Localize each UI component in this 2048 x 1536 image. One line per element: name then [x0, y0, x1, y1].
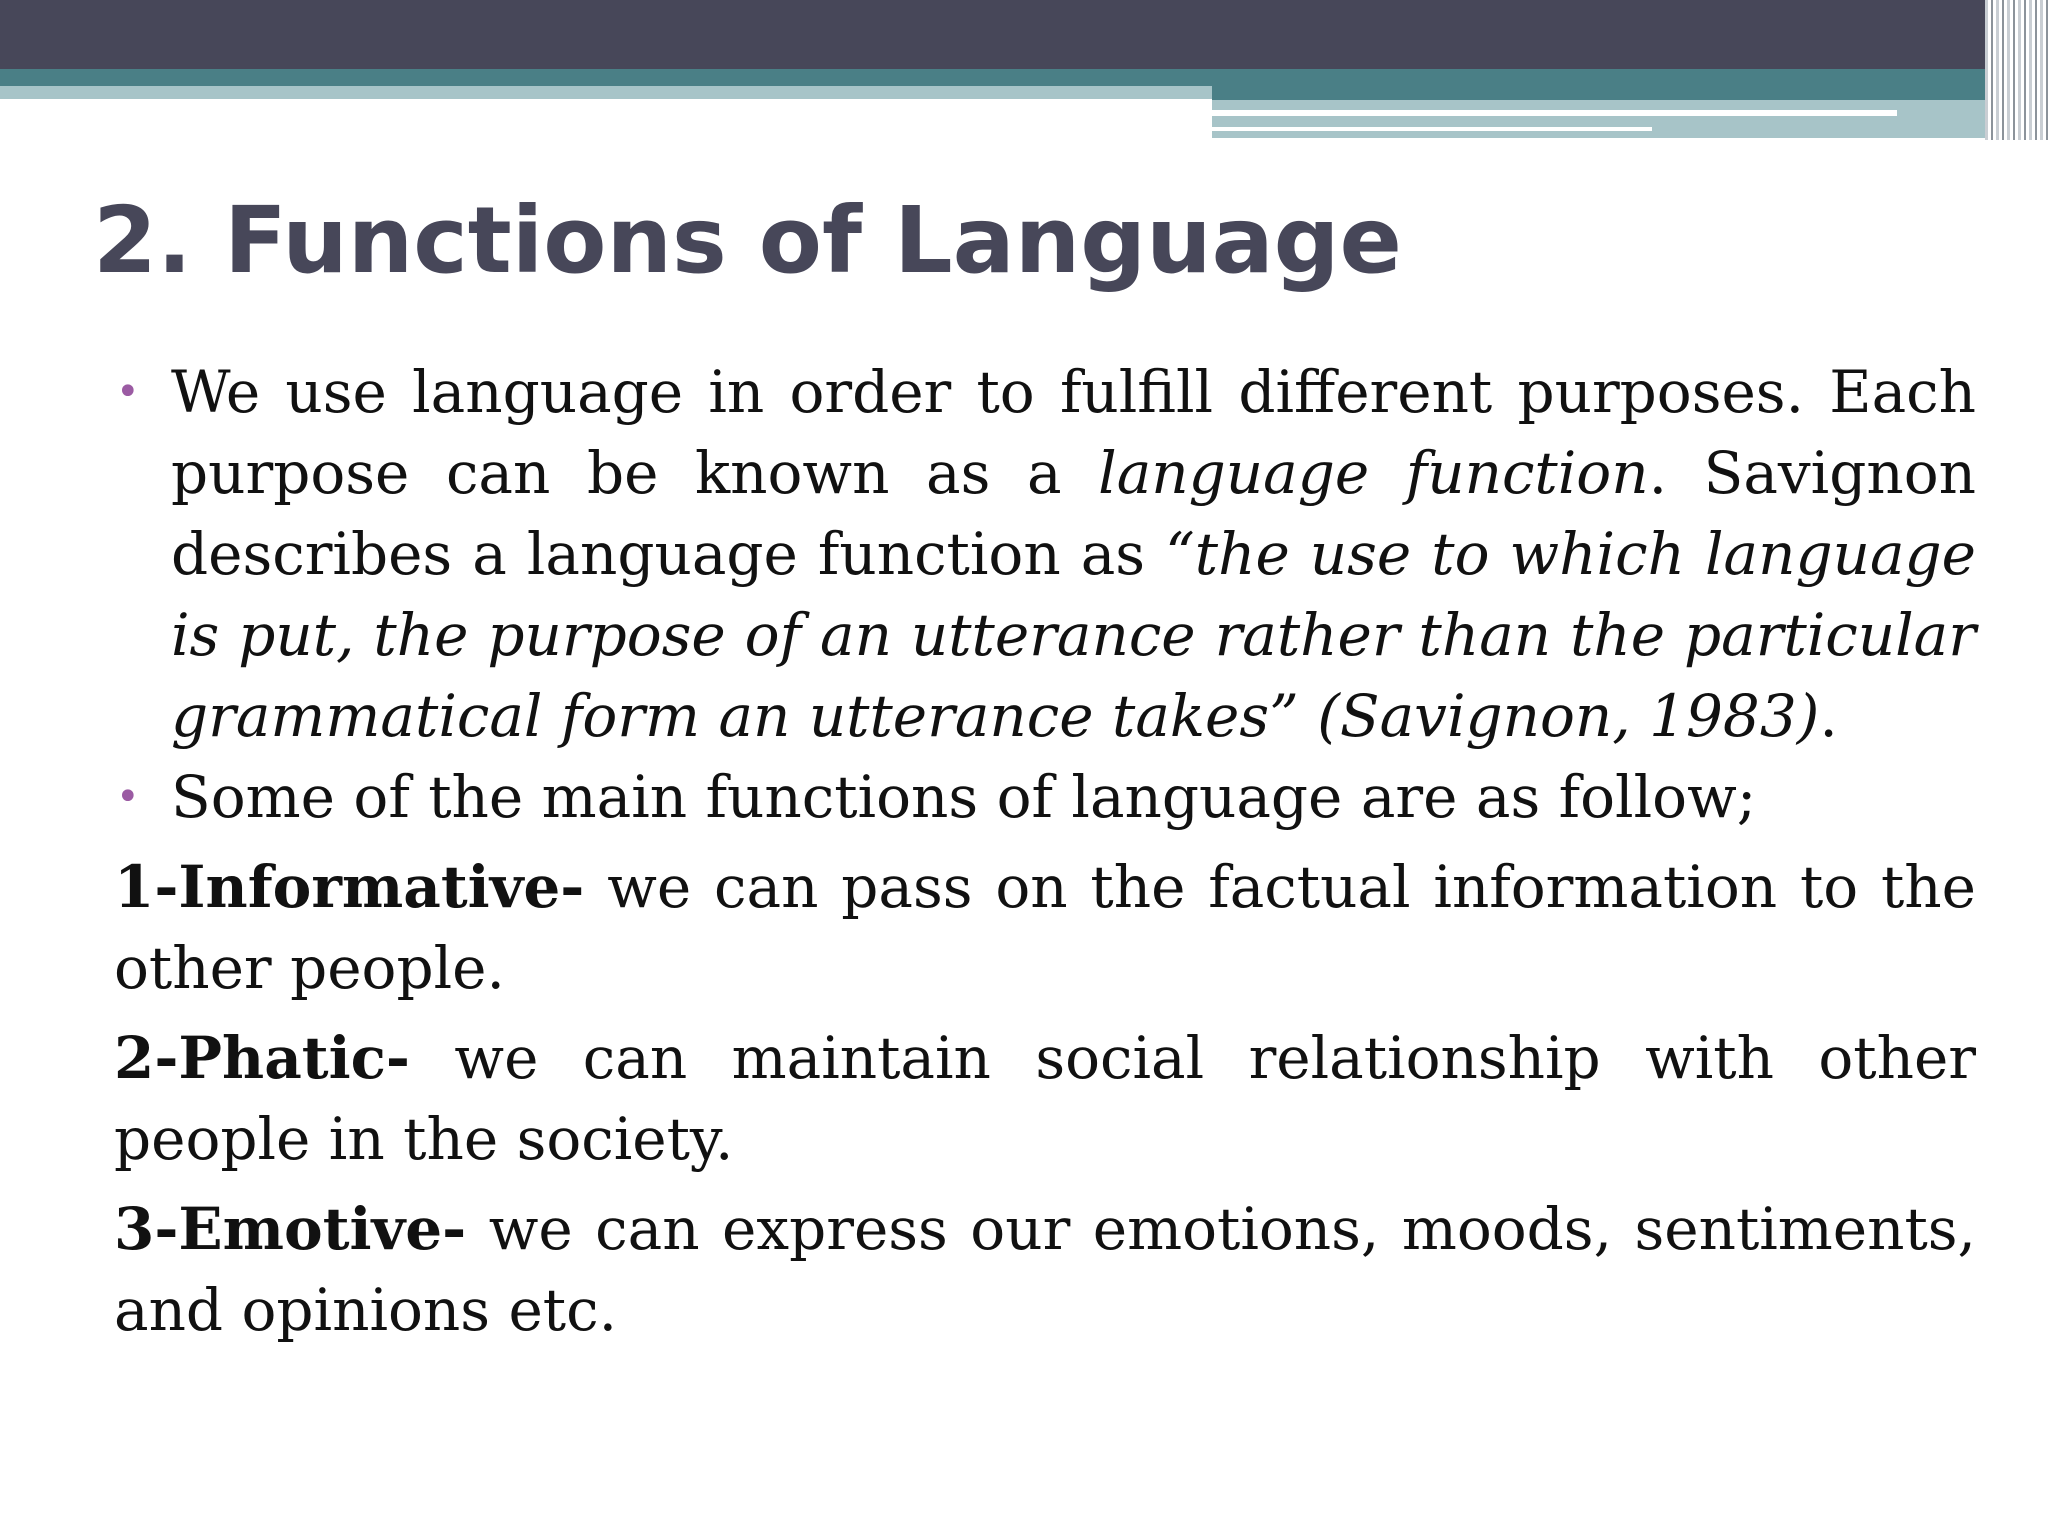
- function-item-emotive: [114, 1189, 1976, 1351]
- function-term: 2-Phatic-: [114, 1024, 411, 1092]
- header-dark-bar: [0, 0, 2048, 69]
- bullet-icon: •: [116, 369, 140, 415]
- header-light-bar-right: [1212, 100, 2048, 138]
- header-teal-bar: [0, 69, 2048, 86]
- function-term: 1-Informative-: [114, 853, 585, 921]
- bullet-italic-term: language function: [1098, 439, 1649, 507]
- header-light-bar: [0, 86, 1212, 99]
- bullet-text: . Savignon describes a language function as: [171, 439, 1976, 588]
- function-description: we can maintain social relationship with other people in the society.: [114, 1024, 1976, 1173]
- function-item-phatic: [114, 1018, 1976, 1180]
- bullet-item-main-functions: [114, 757, 1976, 838]
- bullet-item-purposes: [114, 352, 1976, 757]
- function-description: we can pass on the factual information to the other people.: [114, 853, 1976, 1002]
- slide-body: [114, 352, 1976, 1351]
- header-teal-bar-right: [1212, 86, 2048, 100]
- bullet-quote: “the use to which language is put, the purpose of an utterance rather than the particular grammatical form an utterance takes” (Savignon, 1983): [171, 520, 1976, 750]
- function-item-informative: [114, 847, 1976, 1009]
- header-accent-line-short: [1212, 127, 1652, 131]
- bullet-text: We use language in order to fulfill different purposes. Each purpose can be known as a: [171, 358, 1976, 507]
- header-accent-line: [1212, 110, 1897, 116]
- function-description: we can express our emotions, moods, sentiments, and opinions etc.: [114, 1195, 1976, 1344]
- header-stripes-decoration: [1985, 0, 2048, 140]
- bullet-text: Some of the main functions of language are as follow;: [171, 763, 1757, 831]
- bullet-text: .: [1819, 682, 1838, 750]
- function-term: 3-Emotive-: [114, 1195, 467, 1263]
- bullet-icon: •: [116, 774, 140, 820]
- slide-title: 2. Functions of Language: [93, 187, 1402, 294]
